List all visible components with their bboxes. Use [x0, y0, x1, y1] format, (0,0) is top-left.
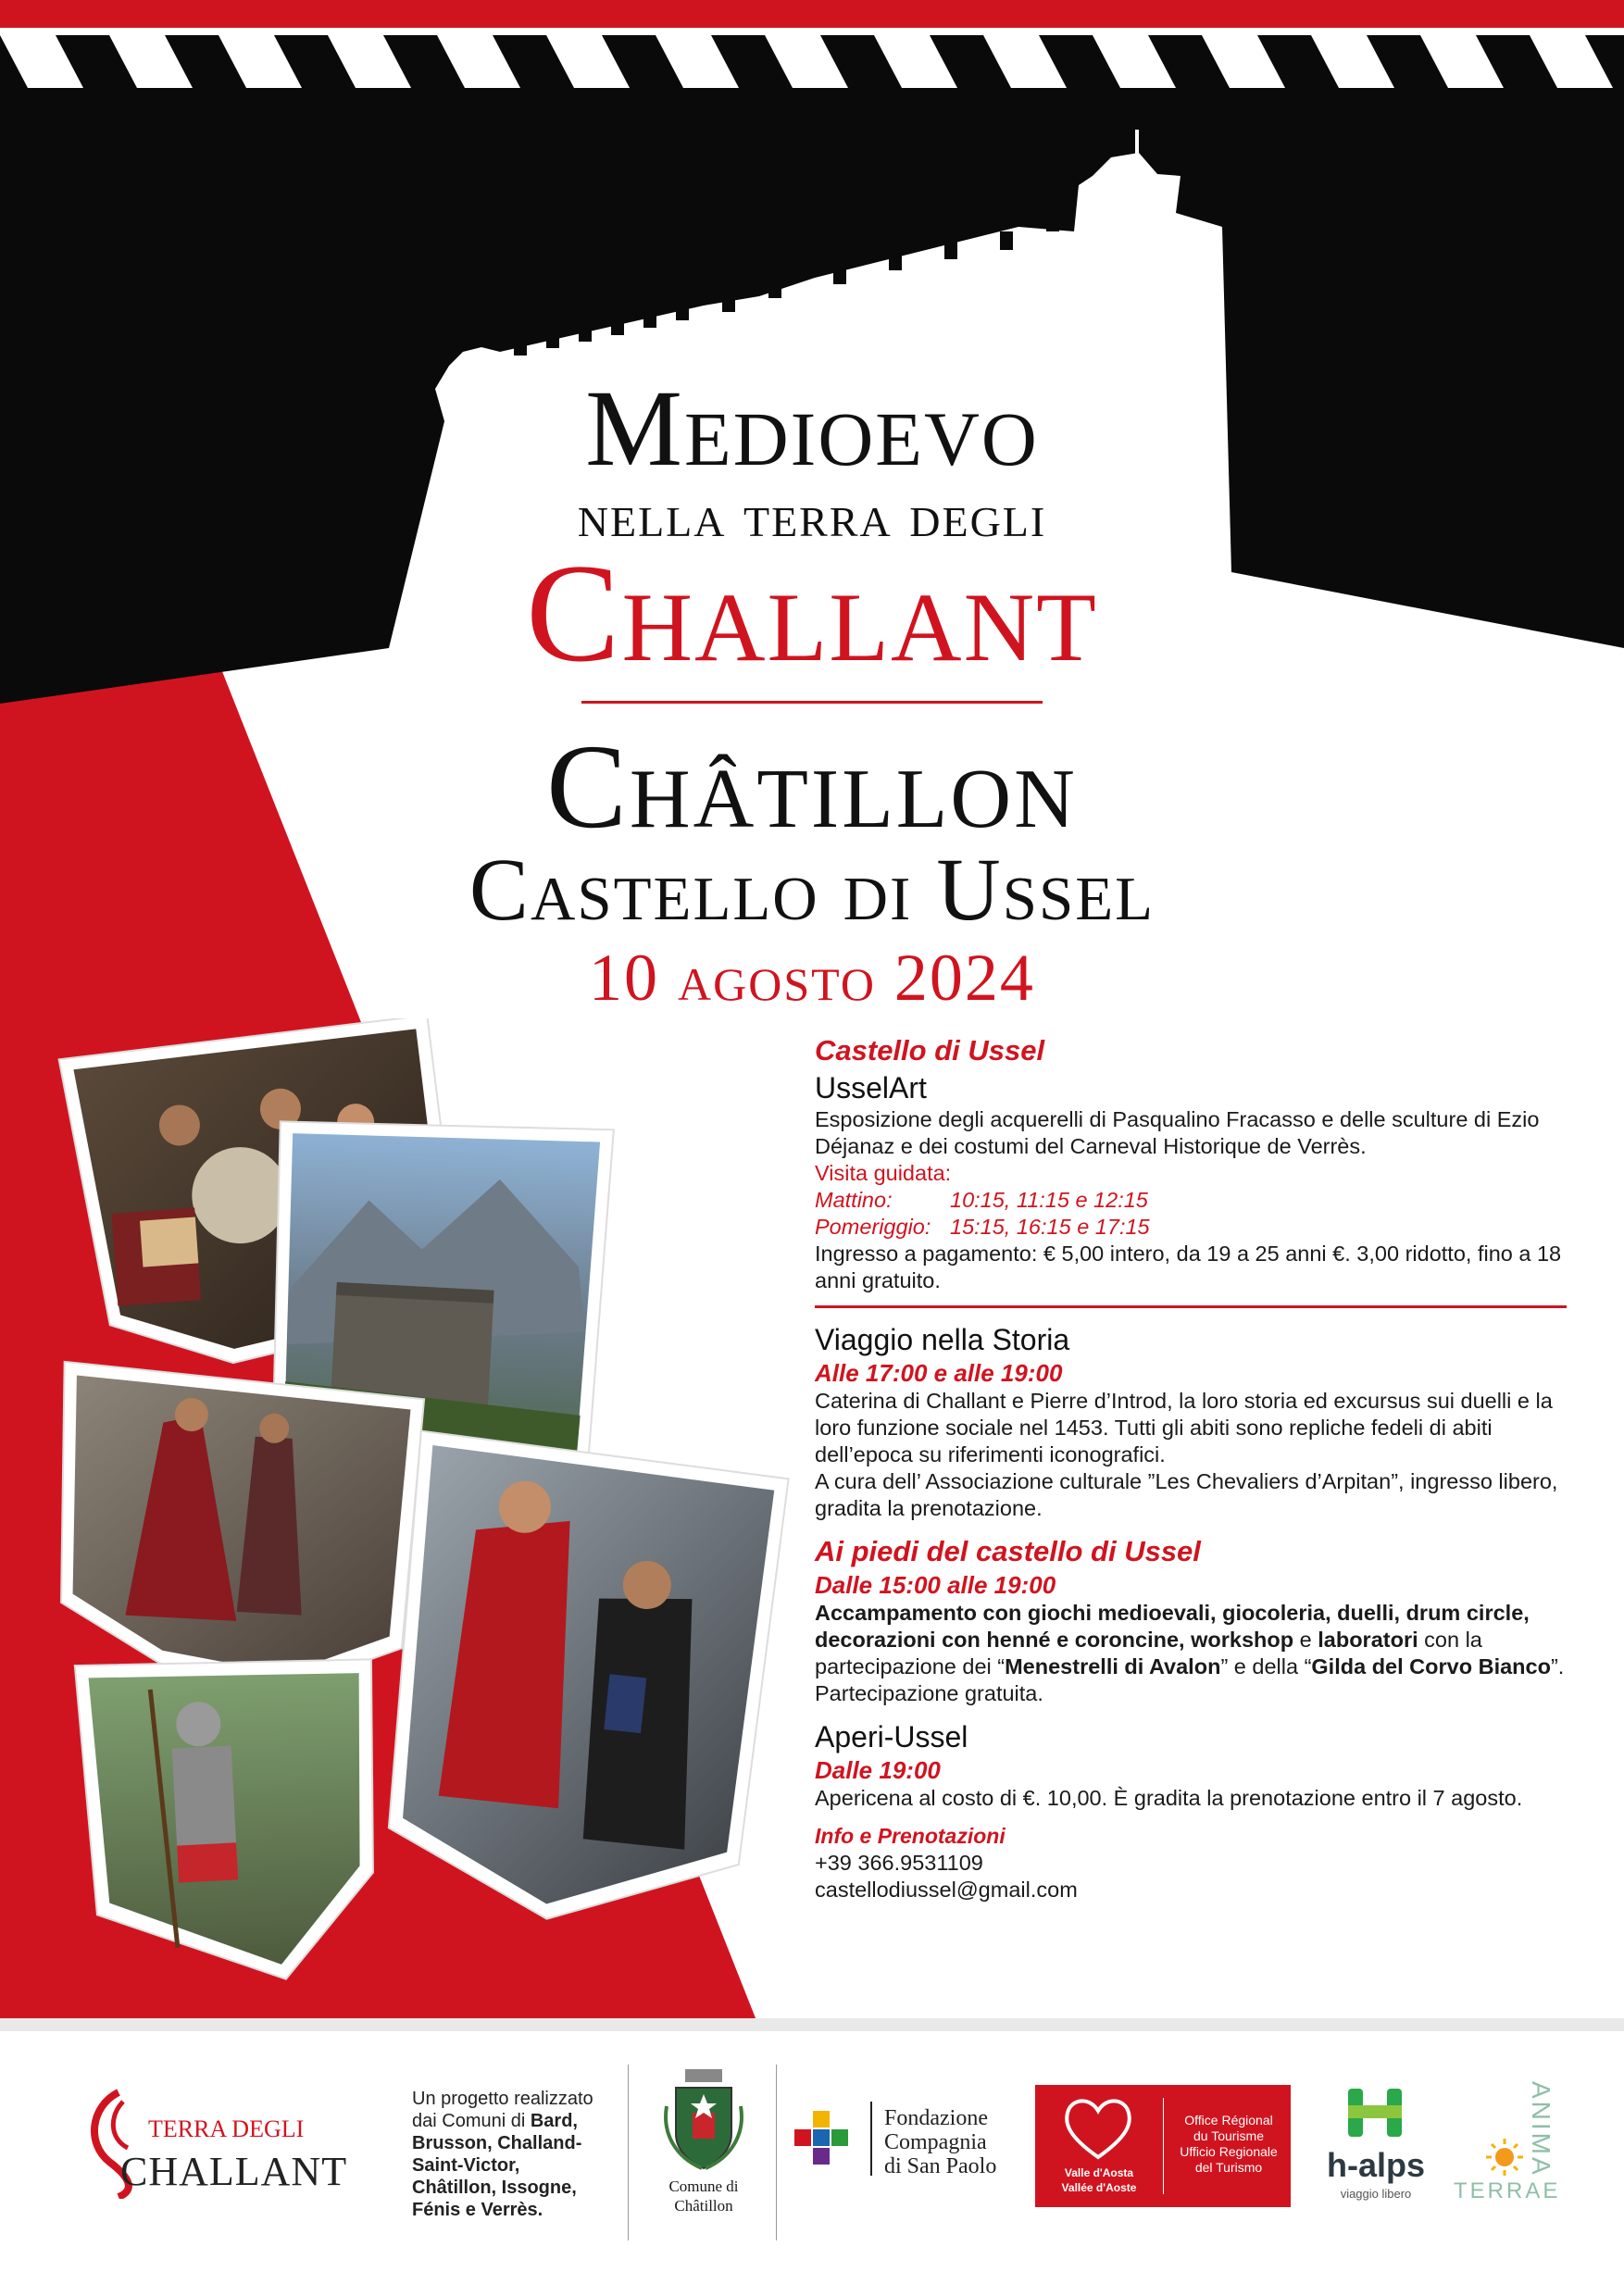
heart-icon: [1061, 2096, 1135, 2161]
footer-divider: [776, 2065, 777, 2240]
title-nella-terra-degli: nella terra degli: [577, 482, 1047, 550]
usselart-title: UsselArt: [815, 1071, 927, 1104]
fondazione-logo-icon: [794, 2111, 850, 2166]
title-divider: [581, 701, 1043, 704]
vda-line1: Valle d'Aosta: [1064, 2166, 1134, 2179]
photo-collage: [56, 1018, 796, 2000]
section-info: [815, 1823, 1567, 1903]
info-label: Info e Prenotazioni: [815, 1824, 1006, 1848]
aperi-ussel-time: Dalle 19:00: [815, 1756, 941, 1784]
terrae-text: TERRAE: [1454, 2178, 1561, 2203]
section-divider: [815, 1305, 1567, 1308]
aperi-ussel-description: Apericena al costo di €. 10,00. È gradita la prenotazione entro il 7 agosto.: [815, 1786, 1523, 1810]
section-usselart: [815, 1032, 1567, 1294]
aperi-ussel-title: Aperi-Ussel: [815, 1720, 968, 1753]
vda-line2: Vallée d'Aoste: [1061, 2181, 1137, 2194]
comune-line1: Comune di: [668, 2177, 739, 2195]
ai-piedi-description: Accampamento con giochi medioevali, giocoleria, duelli, drum circle, decorazioni con henné e coroncine, workshop e laboratori con la partecipazione dei “Menestrelli di Avalon” e della “Gilda del Corvo Bianco”. Partecipazione gratuita.: [815, 1601, 1565, 1705]
morning-label: Mattino:: [815, 1188, 893, 1212]
event-date: 10 agosto 2024: [589, 941, 1035, 1015]
section-ai-piedi: [815, 1533, 1567, 1707]
sun-icon: [1484, 2137, 1525, 2177]
section-aperi-ussel: [815, 1718, 1567, 1812]
event-program: [815, 1032, 1567, 1903]
viaggio-title: Viaggio nella Storia: [815, 1323, 1070, 1356]
title-castello-di-ussel: Castello di Ussel: [468, 840, 1156, 939]
info-phone[interactable]: +39 366.9531109: [815, 1851, 983, 1875]
project-description: Un progetto realizzato dai Comuni di Bard, Brusson, Challand-Saint-Victor, Châtillon, Issogne, Fénis e Verrès.: [412, 2089, 593, 2220]
section-viaggio: [815, 1321, 1567, 1522]
afternoon-times: 15:15, 16:15 e 17:15: [950, 1215, 1150, 1239]
info-email[interactable]: castellodiussel@gmail.com: [815, 1878, 1078, 1902]
h-alps-logo-icon: [1343, 2083, 1407, 2142]
visit-label: Visita guidata:: [815, 1161, 952, 1185]
usselart-description: Esposizione degli acquerelli di Pasqualino Fracasso e delle sculture di Ezio Déjanaz e dei costumi del Carneval Historique de Verrès.: [815, 1107, 1540, 1158]
location-heading: Castello di Ussel: [815, 1034, 1045, 1067]
afternoon-label: Pomeriggio:: [815, 1215, 931, 1239]
title-challant: Challant: [526, 535, 1098, 691]
anima-terrae-logo: [1454, 2081, 1561, 2239]
office-regional: Office Régional du Tourisme Ufficio Regionale del Turismo: [1180, 2113, 1278, 2175]
morning-times: 10:15, 11:15 e 12:15: [950, 1188, 1148, 1212]
anima-text: ANIMA: [1527, 2081, 1555, 2177]
vda-logo: [1035, 2085, 1291, 2207]
challant-logo-bottom: CHALLANT: [120, 2149, 348, 2194]
morning-schedule: [815, 1187, 1567, 1214]
title-medioevo: Medioevo: [585, 368, 1039, 489]
photo-swordsmen-costume: [372, 1431, 790, 1940]
chatillon-crest-icon: [657, 2065, 750, 2176]
challant-logo-top: TERRA DEGLI: [148, 2115, 305, 2142]
fondazione-name: Fondazione Compagnia di San Paolo: [884, 2106, 997, 2178]
usselart-price: Ingresso a pagamento: € 5,00 intero, da 19 a 25 anni €. 3,00 ridotto, fino a 18 anni gratuito.: [815, 1242, 1562, 1292]
comune-line2: Châtillon: [674, 2197, 733, 2215]
h-alps-name: h-alps: [1326, 2146, 1425, 2184]
photo-costumed-figures-hall: [56, 1362, 425, 1695]
title-chatillon: Châtillon: [546, 720, 1078, 854]
viaggio-time: Alle 17:00 e alle 19:00: [815, 1359, 1063, 1387]
viaggio-organizer: A cura dell’ Associazione culturale ”Les Chevaliers d’Arpitan”, ingresso libero, gradita la prenotazione.: [815, 1469, 1558, 1520]
photo-armored-knight: [75, 1650, 388, 1989]
footer-divider: [628, 2065, 629, 2240]
afternoon-schedule: [815, 1214, 1567, 1241]
h-alps-tagline: viaggio libero: [1340, 2187, 1412, 2201]
ai-piedi-time: Dalle 15:00 alle 19:00: [815, 1571, 1056, 1599]
viaggio-description: Caterina di Challant e Pierre d’Introd, la loro storia ed excursus sui duelli e la loro funzione sociale nel 1453. Tutti gli abiti sono repliche fedeli di abiti dell’epoca su riferimenti iconografici.: [815, 1389, 1553, 1466]
fondazione-divider: [870, 2102, 872, 2176]
ai-piedi-title: Ai piedi del castello di Ussel: [815, 1535, 1201, 1567]
